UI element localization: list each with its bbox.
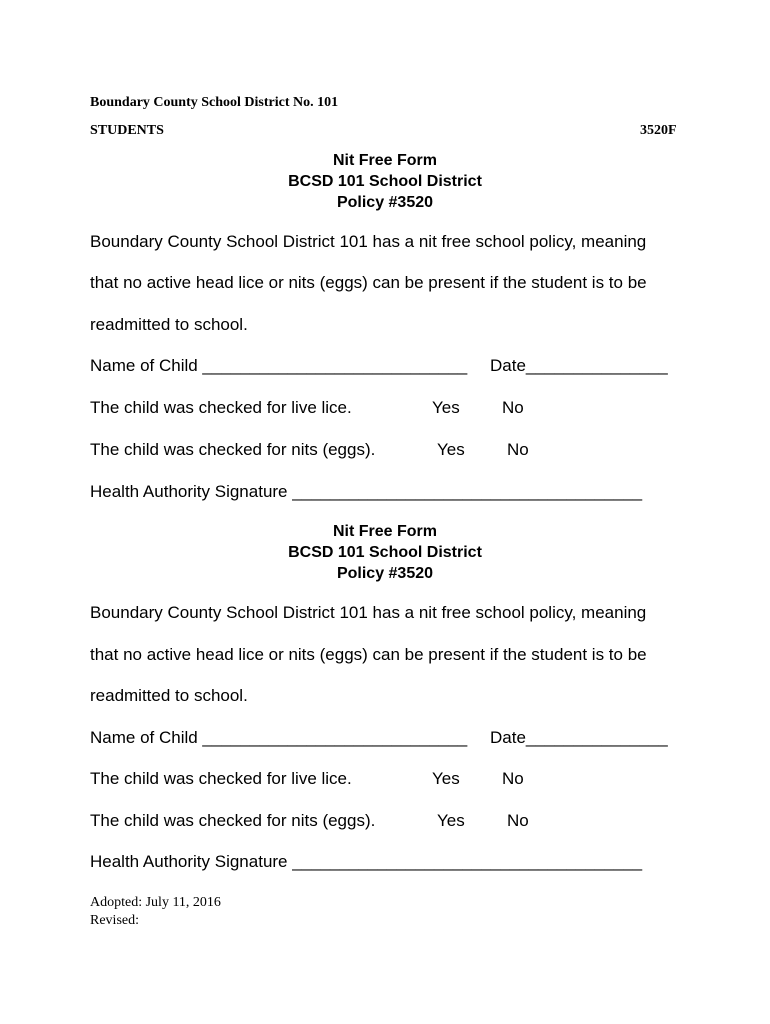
date-field[interactable]: Date_______________ <box>490 356 668 375</box>
policy-paragraph-line: Boundary County School District 101 has a nit free school policy, meaning <box>90 232 647 251</box>
nits-label: The child was checked for nits (eggs). <box>90 811 376 830</box>
live-lice-no-option[interactable]: No <box>502 398 524 417</box>
nits-no-option[interactable]: No <box>507 811 529 830</box>
policy-paragraph-line: Boundary County School District 101 has a nit free school policy, meaning <box>90 603 647 622</box>
policy-paragraph-line: readmitted to school. <box>90 315 248 334</box>
date-field[interactable]: Date_______________ <box>490 728 668 747</box>
nits-no-option[interactable]: No <box>507 440 529 459</box>
policy-code: 3520F <box>640 123 677 138</box>
policy-paragraph-line: that no active head lice or nits (eggs) can be present if the student is to be <box>90 645 647 664</box>
nits-yes-option[interactable]: Yes <box>437 440 465 459</box>
live-lice-yes-option[interactable]: Yes <box>432 398 460 417</box>
nits-label: The child was checked for nits (eggs). <box>90 440 376 459</box>
name-of-child-field[interactable]: Name of Child ____________________________ <box>90 356 468 375</box>
nits-yes-option[interactable]: Yes <box>437 811 465 830</box>
revised-date: Revised: <box>90 913 139 928</box>
health-authority-signature-field[interactable]: Health Authority Signature _____________________________________ <box>90 482 643 501</box>
live-lice-no-option[interactable]: No <box>502 769 524 788</box>
live-lice-label: The child was checked for live lice. <box>90 769 352 788</box>
form-policy: Policy #3520 <box>336 194 434 211</box>
live-lice-yes-option[interactable]: Yes <box>432 769 460 788</box>
adopted-date: Adopted: July 11, 2016 <box>90 895 221 910</box>
health-authority-signature-field[interactable]: Health Authority Signature _____________________________________ <box>90 852 643 871</box>
form-policy: Policy #3520 <box>336 565 434 582</box>
live-lice-label: The child was checked for live lice. <box>90 398 352 417</box>
name-of-child-field[interactable]: Name of Child ____________________________ <box>90 728 468 747</box>
form-subtitle: BCSD 101 School District <box>288 544 482 561</box>
district-name: Boundary County School District No. 101 <box>90 95 339 110</box>
policy-paragraph-line: that no active head lice or nits (eggs) can be present if the student is to be <box>90 273 647 292</box>
policy-paragraph-line: readmitted to school. <box>90 686 248 705</box>
section-label: STUDENTS <box>90 123 164 138</box>
form-title: Nit Free Form <box>332 152 437 169</box>
form-title: Nit Free Form <box>332 523 437 540</box>
form-subtitle: BCSD 101 School District <box>288 173 482 190</box>
